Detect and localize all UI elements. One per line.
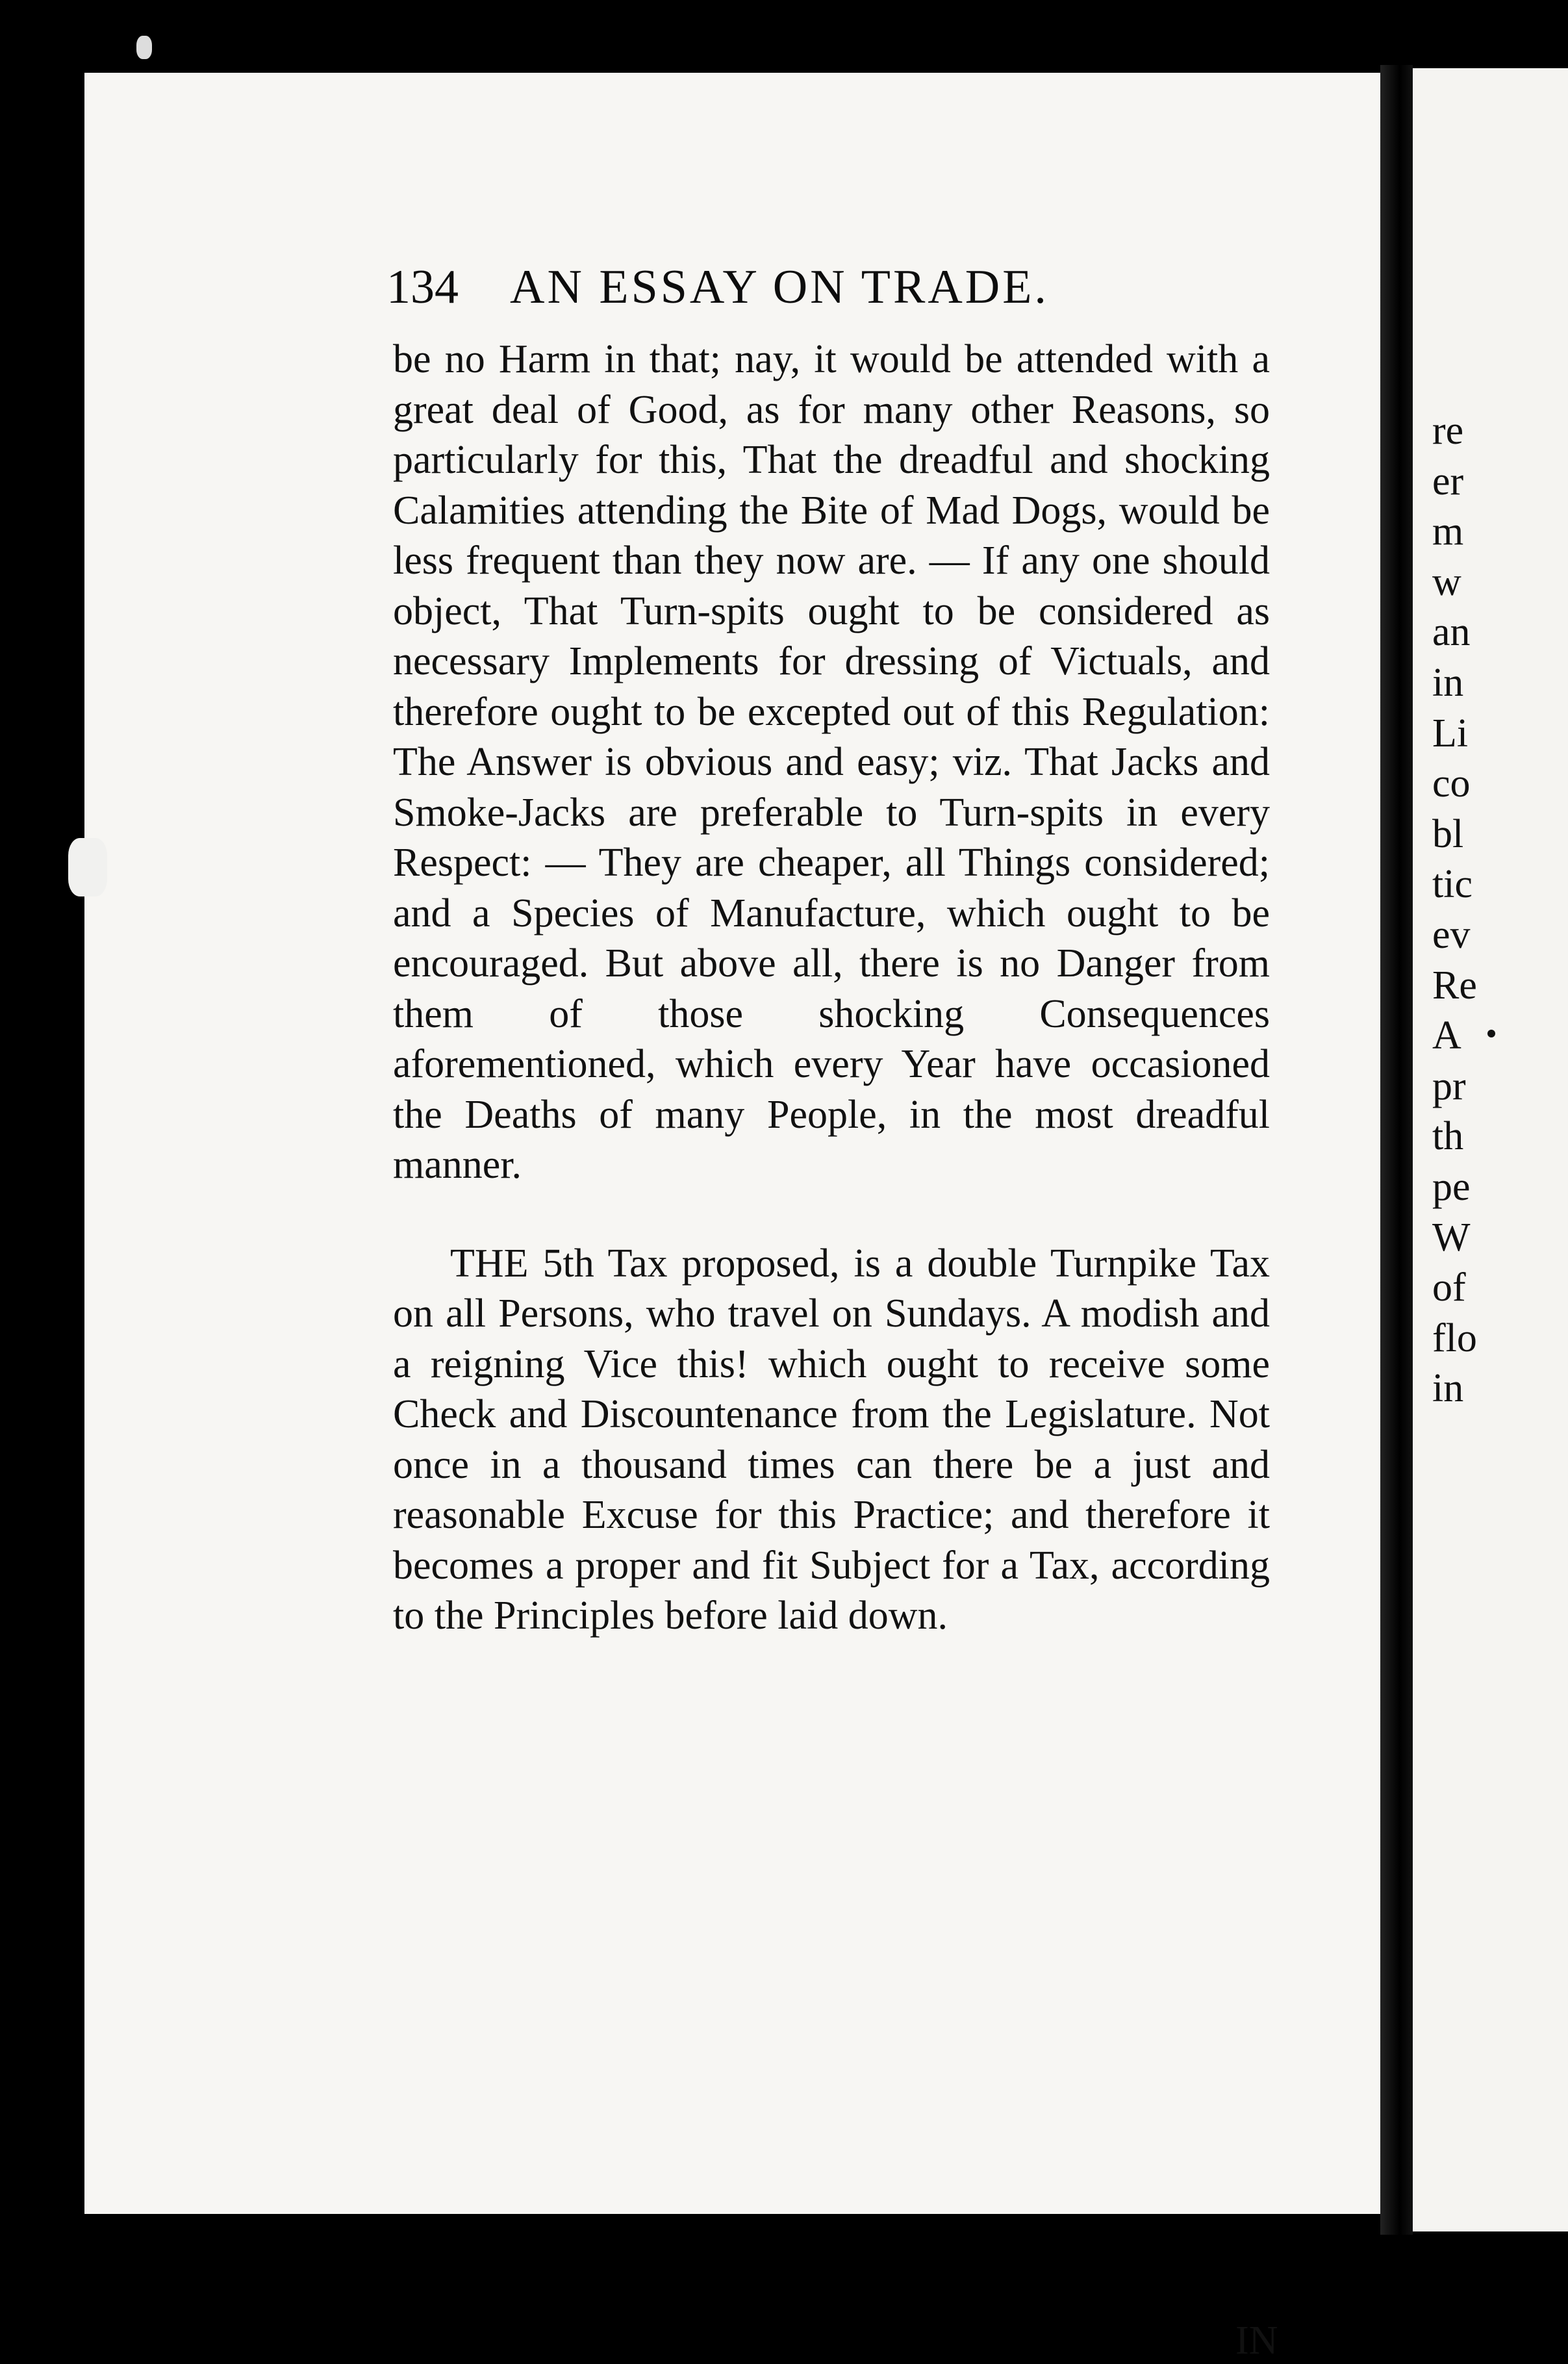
page-tear xyxy=(68,838,107,896)
gutter-shadow xyxy=(1380,65,1413,2235)
facing-page-line: re xyxy=(1432,409,1464,453)
page-header xyxy=(386,260,1179,325)
facing-page-line: th xyxy=(1432,1114,1464,1159)
catchword: IN xyxy=(1235,2319,1278,2363)
facing-page-line: tic xyxy=(1432,862,1473,907)
facing-page-line: m xyxy=(1432,509,1464,554)
facing-page-text xyxy=(1413,406,1568,1414)
facing-page-line: er xyxy=(1432,459,1464,503)
body-text xyxy=(393,335,1270,1642)
facing-page-line: pr xyxy=(1432,1063,1466,1108)
facing-page-line: flo xyxy=(1432,1315,1477,1360)
scan-speck xyxy=(136,36,152,59)
running-title: AN ESSAY ON TRADE. xyxy=(510,261,1049,314)
facing-page-line: in xyxy=(1432,660,1464,705)
paragraph-1: be no Harm in that; nay, it would be attended with a great deal of Good, as for many other Reasons, so particularly for this, That the dreadful and shocking Calamities attending the Bite of Mad Dogs, would be less frequent than they now are. — If any one should object, That Turn-spits ought to be considered as necessary Implements for dressing of Victuals, and therefore ought to be excepted out of this Regulation: The Answer is obvious and easy; viz. That Jacks and Smoke-Jacks are preferable to Turn-spits in every Respect: — They are cheaper, all Things considered; and a Species of Manufacture, which ought to be encouraged. But above all, there is no Danger from them of those shocking Consequences aforementioned, which every Year have occasioned the Deaths of many People, in the most dreadful manner. xyxy=(393,337,1270,1187)
facing-page-line: in xyxy=(1432,1366,1464,1411)
facing-page-line: Re xyxy=(1432,963,1477,1008)
facing-page-line: A xyxy=(1432,1013,1461,1058)
facing-page-line: W xyxy=(1432,1215,1471,1260)
facing-page-line: bl xyxy=(1432,811,1464,856)
facing-page-line: ev xyxy=(1432,912,1471,957)
facing-page-line: an xyxy=(1432,610,1471,655)
facing-page-line: of xyxy=(1432,1265,1466,1310)
facing-page-line: pe xyxy=(1432,1164,1471,1209)
margin-dot xyxy=(1487,1030,1495,1037)
facing-page-line: co xyxy=(1432,761,1471,806)
page-number: 134 xyxy=(386,261,459,314)
paragraph-2: THE 5th Tax proposed, is a double Turnpike Tax on all Persons, who travel on Sundays. A modish and a reigning Vice this! which ought to receive some Check and Discountenance from the Legislature. Not once in a thousand times can there be a just and reasonable Excuse for this Practice; and therefore it becomes a proper and fit Subject for a Tax, according to the Principles before laid down. xyxy=(393,1241,1270,1638)
facing-page-line: Li xyxy=(1432,711,1469,756)
facing-page-line: w xyxy=(1432,559,1461,604)
